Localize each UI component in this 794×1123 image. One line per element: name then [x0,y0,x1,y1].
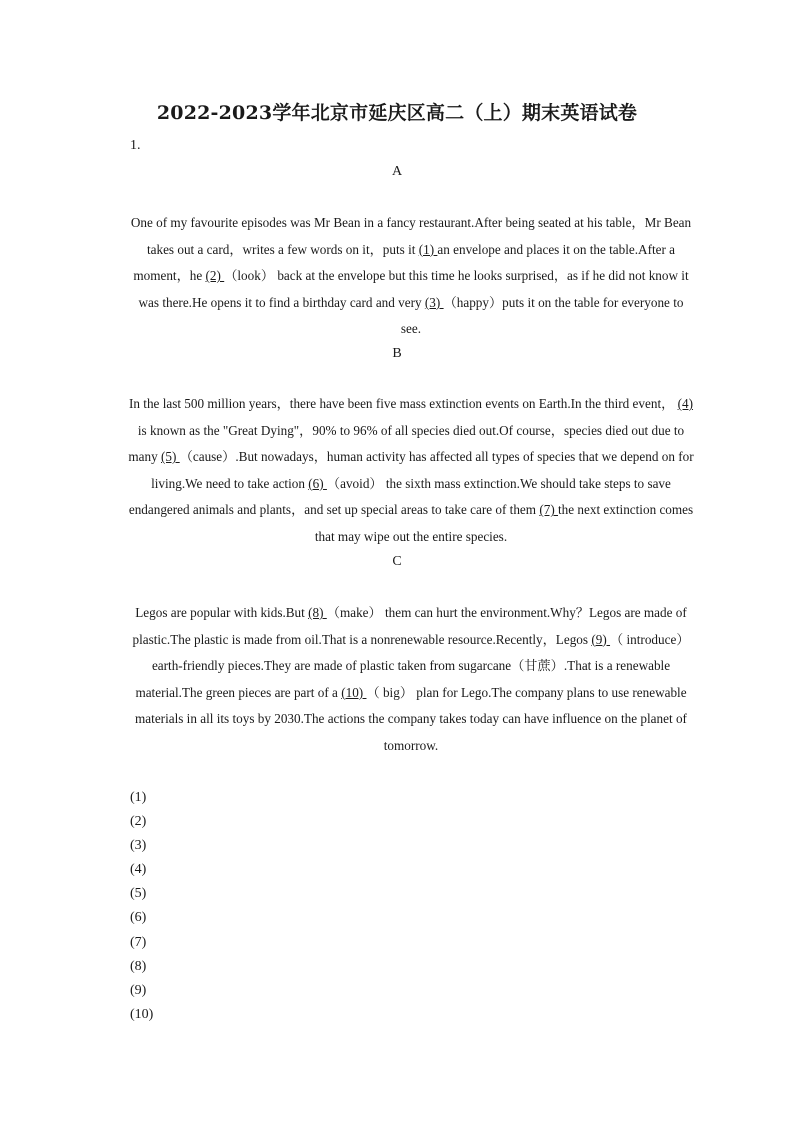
blank-marker: (6) [308,475,327,491]
answer-line: (10) [130,1006,154,1022]
passage-text: （ introduce） earth-friendly pieces.They are made of plastic taken from sugarcane（甘蔗）.That is a renewable material.The green pieces are part of a [135,631,690,700]
passage-a [128,210,694,343]
blank-marker: (5) [161,449,180,465]
blank-marker: (9) [591,631,611,647]
passage-text: （avoid） the sixth mass extinction.We should take steps to save endangered animals and plants，and set up special areas to take care of them [128,475,671,518]
blank-marker: (8) [308,605,327,620]
passage-text: is known as the "Great Dying"，90% to 96% of all species died out.Of course，species died out due to many [128,422,685,465]
passage-text: In the last 500 million years，there have been five mass extinction events on Earth.In the third event， [129,396,678,411]
section-label-c: C [392,554,402,569]
answer-line: (9) [130,982,147,998]
passage-c [128,600,694,760]
question-number: 1. [130,138,141,153]
section-label-a: A [391,164,403,179]
blank-marker: (7) [539,502,559,518]
passage-text: an envelope and places it on the table.After a moment，he [133,241,676,284]
blank-marker: (1) [418,241,438,257]
answer-line: (5) [130,886,147,902]
page-title: 2022-2023学年北京市延庆区高二（上）期末英语试卷 [156,102,638,124]
answer-line: (1) [130,790,147,805]
blank-marker: (4) [677,396,693,411]
passage-text: （make） them can hurt the environment.Why？Legos are made of plastic.The plastic is made from oil.That is a nonrenewable resource.Recently，Legos [132,605,687,647]
passage-text: Legos are popular with kids.But [135,605,309,620]
answer-list [130,786,153,1027]
passage-text: （cause）.But nowadays，human activity has affected all types of species that we depend on for living.We need to take action [151,449,694,491]
answer-line: (2) [130,814,147,830]
passage-text: （happy）puts it on the table for everyone to see. [400,294,684,337]
blank-marker: (10) [341,684,367,700]
answer-line: (6) [130,910,147,926]
blank-marker: (3) [424,294,444,310]
passage-text: the next extinction comes that may wipe out the entire species. [314,502,694,544]
passage-text: （look） back at the envelope but this time he looks surprised，as if he did not know it was there.He opens it to find a birthday card and very [138,268,689,310]
section-label-b: B [392,346,402,361]
passage-text: （ big） plan for Lego.The company plans to use renewable materials in all its toys by 2030.The actions the company takes today can have influence on the planet of tomorrow. [135,684,687,753]
answer-line: (8) [130,958,147,974]
passage-b [128,391,694,551]
answer-line: (3) [130,838,147,854]
passage-text: One of my favourite episodes was Mr Bean in a fancy restaurant.After being seated at his table，Mr Bean takes out a card，writes a few words on it，puts it [130,215,692,257]
answer-line: (4) [130,862,147,878]
answer-line: (7) [130,934,147,950]
blank-marker: (2) [205,268,225,284]
